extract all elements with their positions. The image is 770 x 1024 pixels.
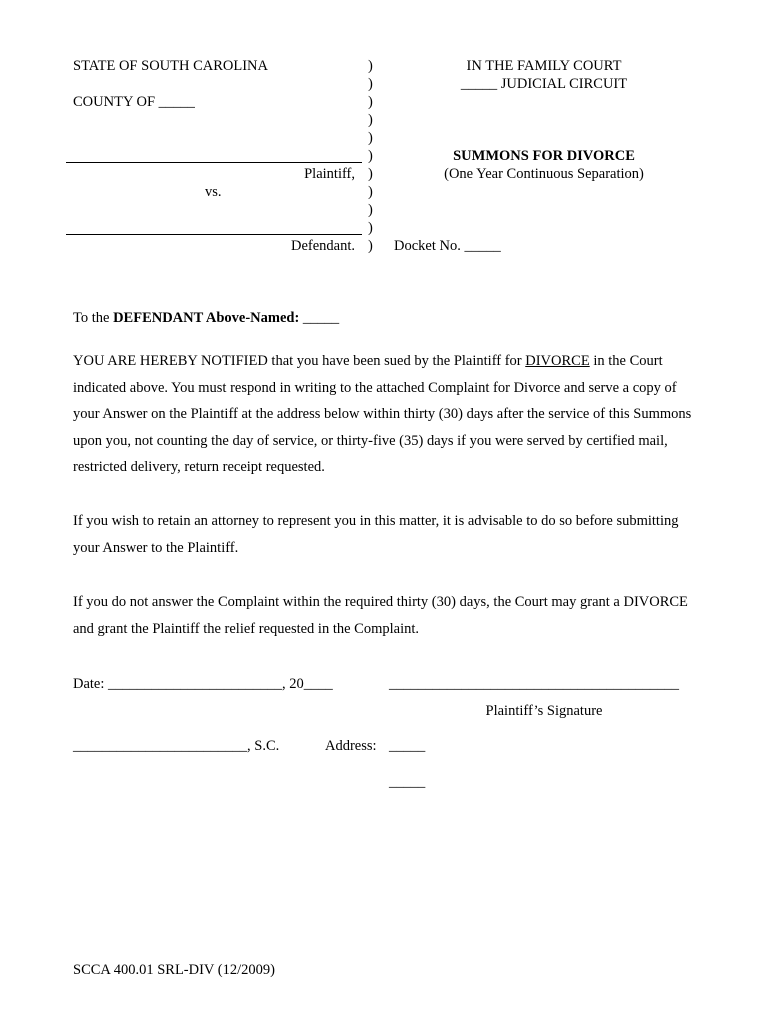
notice-paragraph — [73, 348, 703, 481]
versus-label: vs. — [205, 184, 222, 200]
document-title: SUMMONS FOR DIVORCE — [453, 148, 635, 164]
caption-paren: ) — [368, 238, 373, 254]
caption-paren: ) — [368, 76, 373, 92]
notice-part1: YOU ARE HEREBY NOTIFIED that you have been sued by the Plaintiff for — [73, 353, 526, 369]
notice-part2: in the Court indicated above. You must respond in writing to the attached Complaint for Divorce and serve a copy of your Answer on the Plaintiff at the address below within thirty (30) days after the service of this Summons upon you, not counting the day of service, or thirty-five (35) days if you were served by certified mail, restricted delivery, return receipt requested. — [73, 353, 692, 476]
plaintiff-label: Plaintiff, — [304, 166, 355, 182]
signature-line: ________________________________________ — [389, 676, 679, 692]
caption-paren: ) — [368, 220, 373, 236]
county-label: COUNTY OF _____ — [73, 94, 195, 110]
caption-paren: ) — [368, 202, 373, 218]
city-field: ________________________, S.C. — [73, 738, 280, 754]
addressee-line — [73, 309, 339, 327]
addressee-suffix: _____ — [299, 310, 340, 326]
caption-paren: ) — [368, 148, 373, 164]
caption-paren: ) — [368, 58, 373, 74]
document-subtitle: (One Year Continuous Separation) — [444, 166, 644, 182]
address-label: Address: — [325, 738, 377, 754]
caption-paren: ) — [368, 184, 373, 200]
caption-paren: ) — [368, 94, 373, 110]
state-label: STATE OF SOUTH CAROLINA — [73, 58, 268, 74]
caption-paren: ) — [368, 112, 373, 128]
judicial-circuit: _____ JUDICIAL CIRCUIT — [460, 76, 628, 92]
addressee-bold: DEFENDANT Above-Named: — [113, 310, 300, 326]
caption-paren: ) — [368, 166, 373, 182]
court-name: IN THE FAMILY COURT — [466, 58, 622, 74]
defendant-label: Defendant. — [290, 238, 355, 254]
plaintiff-name-line — [66, 162, 362, 163]
notice-divorce: DIVORCE — [525, 353, 590, 369]
defendant-name-line — [66, 234, 362, 235]
addressee-prefix: To the — [73, 310, 114, 326]
default-paragraph: If you do not answer the Complaint within the required thirty (30) days, the Court may grant a DIVORCE and grant the Plaintiff the relief requested in the Complaint. — [73, 594, 688, 637]
date-field: Date: ________________________, 20____ — [73, 676, 333, 692]
docket-number: Docket No. _____ — [394, 238, 501, 254]
address-line-1: _____ — [389, 738, 426, 754]
form-number-footer: SCCA 400.01 SRL-DIV (12/2009) — [73, 962, 275, 978]
caption-paren: ) — [368, 130, 373, 146]
signature-label: Plaintiff’s Signature — [485, 703, 603, 719]
address-line-2: _____ — [389, 774, 426, 790]
attorney-paragraph: If you wish to retain an attorney to represent you in this matter, it is advisable to do so before submitting your Answer to the Plaintiff. — [73, 513, 679, 556]
